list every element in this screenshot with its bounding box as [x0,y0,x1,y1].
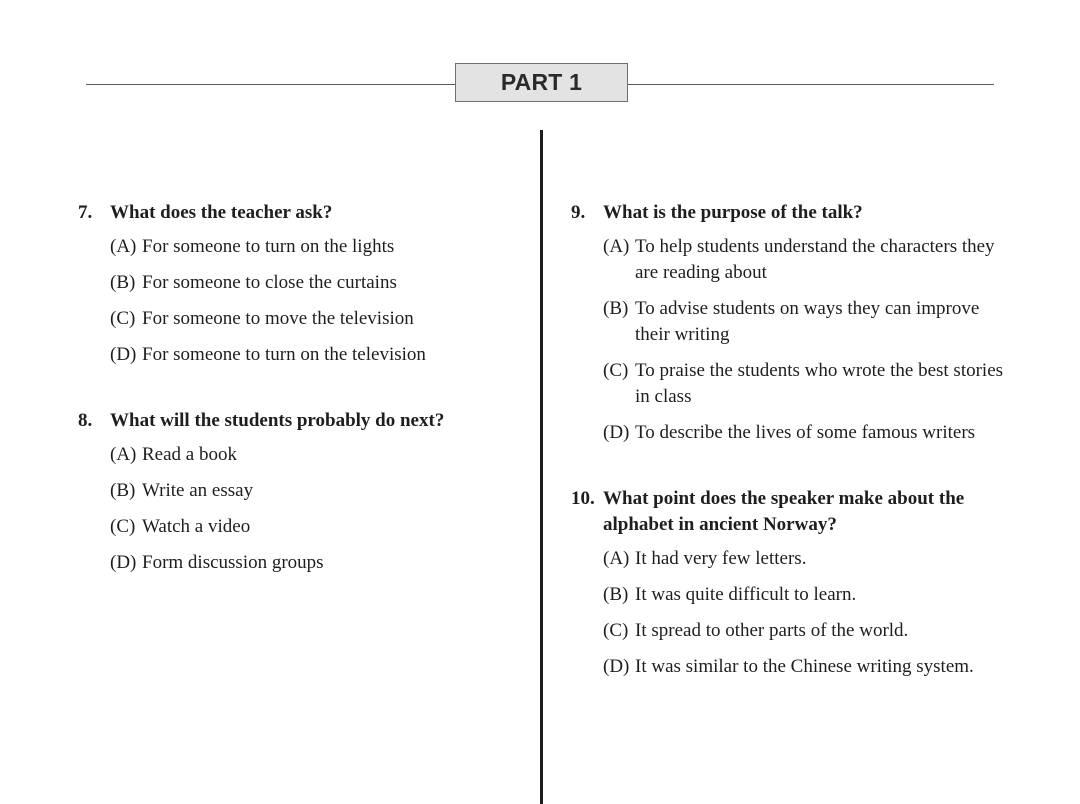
question-heading [78,408,518,434]
option-c[interactable] [603,358,1011,410]
option-letter: (A) [110,444,137,465]
option-letter: (D) [110,552,137,573]
option-letter: (D) [603,656,630,677]
option-text: It spread to other parts of the world. [635,620,909,641]
option-text: It was quite difficult to learn. [635,584,857,605]
option-text: To help students understand the characters they are reading about [635,236,995,283]
question-heading [78,200,518,226]
option-letter: (C) [110,308,136,329]
option-letter: (D) [603,422,630,443]
option-text: It had very few letters. [635,548,807,569]
option-letter: (B) [603,584,629,605]
question-heading [571,200,1011,226]
header-rule-left [86,84,456,85]
option-letter: (B) [603,298,629,319]
option-a[interactable] [110,442,518,468]
right-column [571,200,1011,720]
question-number: 8. [78,410,93,431]
question-number: 7. [78,202,93,223]
option-b[interactable] [603,296,1011,348]
option-b[interactable] [110,270,518,296]
option-d[interactable] [110,342,518,368]
option-letter: (A) [110,236,137,257]
option-letter: (D) [110,344,137,365]
option-text: For someone to turn on the television [142,344,426,365]
option-text: To advise students on ways they can improve their writing [635,298,980,345]
option-a[interactable] [110,234,518,260]
part-title: PART 1 [455,63,628,102]
option-letter: (A) [603,236,630,257]
option-list [78,442,518,576]
option-text: To describe the lives of some famous writers [635,422,976,443]
option-text: For someone to move the television [142,308,414,329]
option-c[interactable] [110,514,518,540]
option-list [78,234,518,368]
option-c[interactable] [603,618,1011,644]
option-a[interactable] [603,234,1011,286]
option-text: Form discussion groups [142,552,324,573]
option-letter: (B) [110,272,136,293]
option-b[interactable] [110,478,518,504]
option-letter: (C) [603,620,629,641]
option-d[interactable] [603,420,1011,446]
question-number: 9. [571,202,586,223]
option-text: Write an essay [142,480,254,501]
question-heading [571,486,1011,538]
option-text: To praise the students who wrote the best stories in class [635,360,1004,407]
option-letter: (C) [110,516,136,537]
question-text: What does the teacher ask? [110,202,333,223]
question-text: What is the purpose of the talk? [603,202,863,223]
option-c[interactable] [110,306,518,332]
option-text: Read a book [142,444,237,465]
question-7 [78,200,518,368]
question-9 [571,200,1011,446]
option-list [571,546,1011,680]
option-a[interactable] [603,546,1011,572]
question-10 [571,486,1011,680]
option-d[interactable] [603,654,1011,680]
option-text: Watch a video [142,516,251,537]
option-text: For someone to turn on the lights [142,236,395,257]
option-letter: (A) [603,548,630,569]
option-d[interactable] [110,550,518,576]
option-list [571,234,1011,446]
option-b[interactable] [603,582,1011,608]
header-rule-right [628,84,994,85]
option-letter: (C) [603,360,629,381]
question-text: What will the students probably do next? [110,410,445,431]
option-text: It was similar to the Chinese writing system. [635,656,974,677]
option-letter: (B) [110,480,136,501]
question-number: 10. [571,488,595,509]
left-column [78,200,518,616]
question-text: What point does the speaker make about the alphabet in ancient Norway? [603,488,965,535]
question-8 [78,408,518,576]
column-divider [540,130,543,804]
option-text: For someone to close the curtains [142,272,397,293]
